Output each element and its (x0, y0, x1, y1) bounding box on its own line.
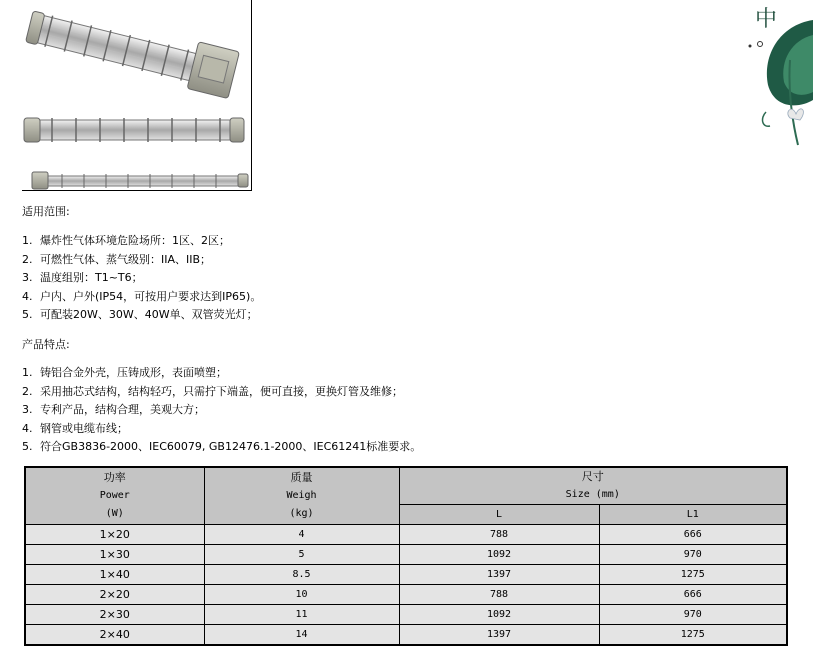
table-row (25, 625, 787, 646)
table-row (25, 605, 787, 625)
weight-cell: 11 (204, 605, 399, 625)
weight-cell: 4 (204, 525, 399, 545)
list-item: 2. 可燃性气体、蒸气级别：IIA、IIB； (22, 252, 212, 266)
size-l1-cell: 666 (599, 585, 787, 605)
lotus-decoration (720, 0, 813, 150)
product-photo (22, 0, 252, 191)
scope-heading: 适用范围: (22, 205, 70, 218)
decoration-glyph: 中 (755, 7, 778, 32)
size-l1-cell: 1275 (599, 625, 787, 646)
fixture-single-long (32, 172, 248, 189)
size-l1-header: L1 (599, 505, 787, 525)
list-item: 4. 钢管或电缆布线； (22, 421, 128, 435)
list-item: 1. 铸铝合金外壳，压铸成形，表面喷塑； (22, 366, 227, 379)
power-cell: 2×20 (25, 585, 204, 605)
power-cell: 2×40 (25, 625, 204, 646)
size-l1-cell: 666 (599, 525, 787, 545)
table-row (25, 565, 787, 585)
size-header: 尺寸 Size (mm) (399, 467, 787, 505)
power-cell: 1×30 (25, 545, 204, 565)
weight-cell: 5 (204, 545, 399, 565)
weight-cell: 8.5 (204, 565, 399, 585)
list-item: 5. 符合GB3836-2000、IEC60079, GB12476.1-2000、IEC61241标准要求。 (22, 440, 422, 453)
list-item: 1. 爆炸性气体环境危险场所：1区、2区； (22, 234, 230, 247)
list-item: 5. 可配装20W、30W、40W单、双管荧光灯； (22, 308, 258, 321)
fixture-single-medium (24, 118, 244, 142)
spec-table (24, 466, 788, 646)
table-row (25, 525, 787, 545)
weight-cell: 14 (204, 625, 399, 646)
size-l-cell: 1397 (399, 565, 599, 585)
weight-header: 质量 Weigh (kg) (204, 467, 399, 525)
size-l-cell: 788 (399, 525, 599, 545)
size-l-cell: 788 (399, 585, 599, 605)
product-photo-drawing (22, 0, 251, 190)
weight-cell: 10 (204, 585, 399, 605)
size-l1-cell: 1275 (599, 565, 787, 585)
table-row (25, 585, 787, 605)
size-l1-cell: 970 (599, 605, 787, 625)
size-l-header: L (399, 505, 599, 525)
power-cell: 1×40 (25, 565, 204, 585)
fixture-double-angled (24, 1, 239, 98)
power-cell: 2×30 (25, 605, 204, 625)
list-item: 3. 温度组别：T1~T6； (22, 271, 143, 284)
list-item: 2. 采用抽芯式结构，结构轻巧，只需拧下端盖，便可直接，更换灯管及维修； (22, 384, 403, 398)
power-cell: 1×20 (25, 525, 204, 545)
features-list (22, 364, 421, 457)
size-l-cell: 1092 (399, 545, 599, 565)
scope-list (22, 232, 261, 325)
size-l-cell: 1092 (399, 605, 599, 625)
power-header: 功率 Power (W) (25, 467, 204, 525)
list-item: 4. 户内、户外(IP54，可按用户要求达到IP65)。 (22, 289, 262, 303)
size-l1-cell: 970 (599, 545, 787, 565)
table-row (25, 545, 787, 565)
features-heading: 产品特点: (22, 338, 70, 351)
size-l-cell: 1397 (399, 625, 599, 646)
list-item: 3. 专利产品，结构合理，美观大方； (22, 403, 205, 416)
